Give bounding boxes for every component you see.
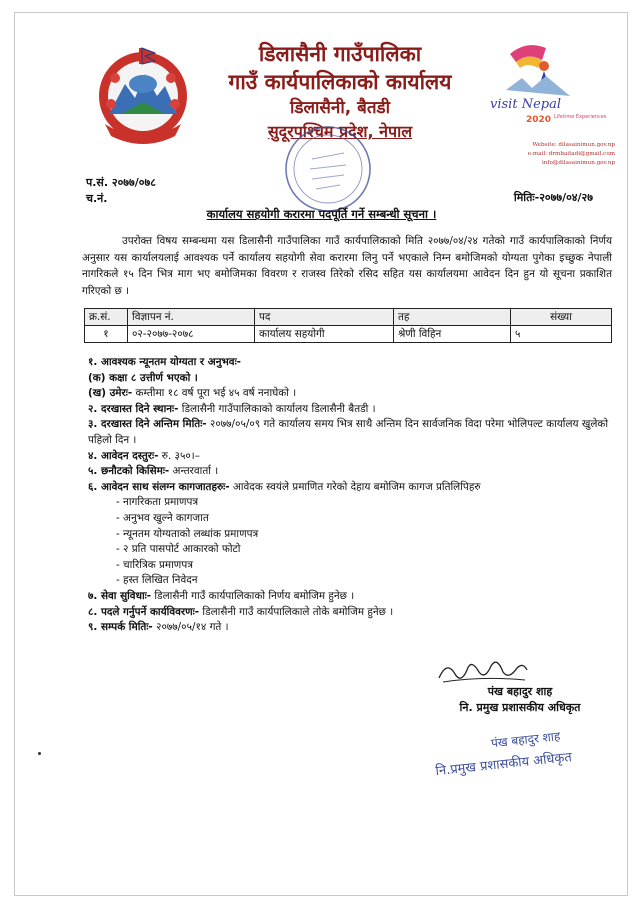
col-count-header: संख्या: [511, 309, 612, 326]
req-contact-date-label: ९. सम्पर्क मितिः-: [88, 621, 153, 634]
office-stamp-icon: [282, 123, 374, 215]
cell-level: श्रेणी विहिन: [394, 326, 511, 343]
col-level-header: तह: [394, 309, 511, 326]
signatory-block: [420, 684, 620, 716]
subject-line: [0, 207, 643, 222]
name-stamp-icon: [428, 722, 618, 780]
visit-logo-tagline: Lifetime Experiences: [554, 114, 607, 120]
req-contact-date: [88, 620, 613, 636]
req-place-text: डिलासैनी गाउँपालिकाको कार्यालय डिलासैनी बैतडी ।: [178, 402, 376, 415]
doc-item: - न्यूनतम योग्यताको लब्धांक प्रमाणपत्र: [116, 527, 259, 540]
req-fee: [88, 449, 613, 465]
req-facility: [88, 589, 613, 605]
patra-sankhya: प.सं. २०७७/०७८: [86, 176, 156, 189]
vacancy-table: [84, 308, 612, 343]
subject-text: कार्यालय सहयोगी करारमा पदपूर्ति गर्ने सम्बन्धी सूचना ।: [206, 207, 437, 221]
cell-count: ५: [511, 326, 612, 343]
req-deadline: [88, 417, 613, 448]
cell-post: कार्यालय सहयोगी: [255, 326, 394, 343]
req-selection-label: ५. छनौटको किसिमः-: [88, 465, 170, 478]
signatory-title: नि. प्रमुख प्रशासकीय अधिकृत: [459, 701, 581, 714]
req-contact-date-text: २०७७/०५/१४ गते ।: [152, 621, 229, 634]
req-duties: [88, 605, 613, 621]
req-deadline-label: ३. दरखास्त दिने अन्तिम मितिः-: [88, 418, 207, 431]
req-selection-text: अन्तरवार्ता ।: [169, 465, 219, 478]
stamp-title-text: नि.प्रमुख प्रशासकीय अधिकृत: [434, 749, 573, 780]
table-header-row: [85, 309, 612, 326]
intro-text: उपरोक्त विषय सम्बन्धमा यस डिलासैनी गाउँपालिका गाउँ कार्यपालिकाको मिति २०७७/०४/२४ गतेको गाउँ कार्यपालिकाको निर्णय अनुसार यस कार्यालयलाई आवश्यक पर्ने कार्यालय सहयोगी सेवा करारमा लिनु पर्ने भएकाले निम्न बमोजिमको योग्यता पुगेका इच्छुक नेपाली नागरिकले १५ दिन भित्र माग भए बमोजिमका विवरण र राजस्व तिरेको रसिद सहित यस कार्यालयमा आवेदन दिन हुन यो सूचना प्रकाशित गरिएको छ ।: [82, 235, 612, 297]
requirements-list: [88, 355, 613, 636]
req-place-label: २. दरखास्त दिने स्थानः-: [88, 402, 179, 415]
email-link[interactable]: e-mail: drmbaitadi@gmail.com: [527, 151, 615, 157]
col-ad-number-header: विज्ञापन नं.: [128, 309, 255, 326]
reference-block: [86, 175, 156, 207]
chalani-number: च.नं.: [86, 192, 108, 205]
visit-logo-year: 2020: [526, 115, 552, 125]
col-serial-header: क्र.सं.: [85, 309, 128, 326]
doc-item: - चारित्रिक प्रमाणपत्र: [116, 558, 193, 571]
province-name: सुदूरपश्चिम प्रदेश, नेपाल: [267, 122, 413, 141]
office-name: गाउँ कार्यपालिकाको कार्यालय: [228, 70, 452, 94]
req-facility-text: डिलासैनी गाउँ कार्यपालिकाको निर्णय बमोजिम हुनेछ ।: [151, 589, 355, 602]
req-age-label: (ख) उमेरः-: [88, 387, 133, 400]
municipality-name: डिलासैनी गाउँपालिका: [258, 42, 422, 66]
intro-paragraph: [82, 233, 612, 299]
stamp-name-text: पंख बहादुर शाह: [490, 729, 561, 751]
nepal-emblem-icon: [95, 44, 191, 144]
doc-item: - नागरिकता प्रमाणपत्र: [116, 496, 199, 509]
req-fee-text: रु. ३५०।–: [158, 449, 200, 462]
cell-ad-number: ०२-२०७७-२०७८: [128, 326, 255, 343]
handwritten-signature-icon: [433, 650, 533, 688]
doc-item: - अनुभव खुल्ने कागजात: [116, 511, 209, 524]
req-fee-label: ४. आवेदन दस्तुरः-: [88, 449, 159, 462]
contact-block: [528, 141, 615, 168]
req-documents-text: आवेदक स्वयंले प्रमाणित गरेको देहाय बमोजिम कागज प्रतिलिपिहरु: [229, 480, 481, 493]
req-selection: [88, 464, 613, 480]
scan-speck: [38, 752, 41, 755]
req-documents-label: ६. आवेदन साथ संलग्न कागजातहरुः-: [88, 480, 230, 493]
signatory-name: पंख बहादुर शाह: [487, 685, 553, 698]
visit-nepal-logo: [486, 38, 607, 130]
letter-date: मितिः-२०७७/०४/२७: [513, 191, 593, 204]
req-place: [88, 402, 613, 418]
req-duties-text: डिलासैनी गाउँ कार्यपालिकाले तोके बमोजिम हुनेछ ।: [199, 605, 394, 618]
website-link[interactable]: Website: dilasainimun.gov.np: [532, 142, 615, 148]
req-facility-label: ७. सेवा सुविधाः-: [88, 589, 152, 602]
email-link-secondary[interactable]: info@dilasainimun.gov.np: [542, 160, 615, 166]
cell-serial: १: [85, 326, 128, 343]
doc-item: - हस्त लिखित निवेदन: [116, 574, 198, 587]
table-row: [85, 326, 612, 343]
req-qualification: १. आवश्यक न्यूनतम योग्यता र अनुभवः-: [88, 356, 241, 368]
office-location: डिलासैनी, बैतडी: [289, 98, 391, 118]
req-age: [88, 386, 613, 402]
req-documents: [88, 480, 613, 496]
col-post-header: पद: [255, 309, 394, 326]
req-age-text: कम्तीमा १८ वर्ष पूरा भई ४५ वर्ष ननाघेको ।: [132, 387, 297, 400]
doc-item: - २ प्रति पासपोर्ट आकारको फोटो: [116, 543, 241, 556]
req-qualification-a: (क) कक्षा ८ उत्तीर्ण भएको ।: [88, 371, 198, 384]
req-deadline-text: २०७७/०५/०९ गते कार्यालय समय भित्र साथै अन्तिम दिन सार्वजनिक विदा परेमा भोलिपल्ट कार्यालय खुलेको पहिलो दिन ।: [88, 418, 609, 446]
req-duties-label: ८. पदले गर्नुपर्ने कार्यविवरणः-: [88, 605, 200, 618]
visit-logo-word: visit Nepal: [490, 97, 561, 112]
